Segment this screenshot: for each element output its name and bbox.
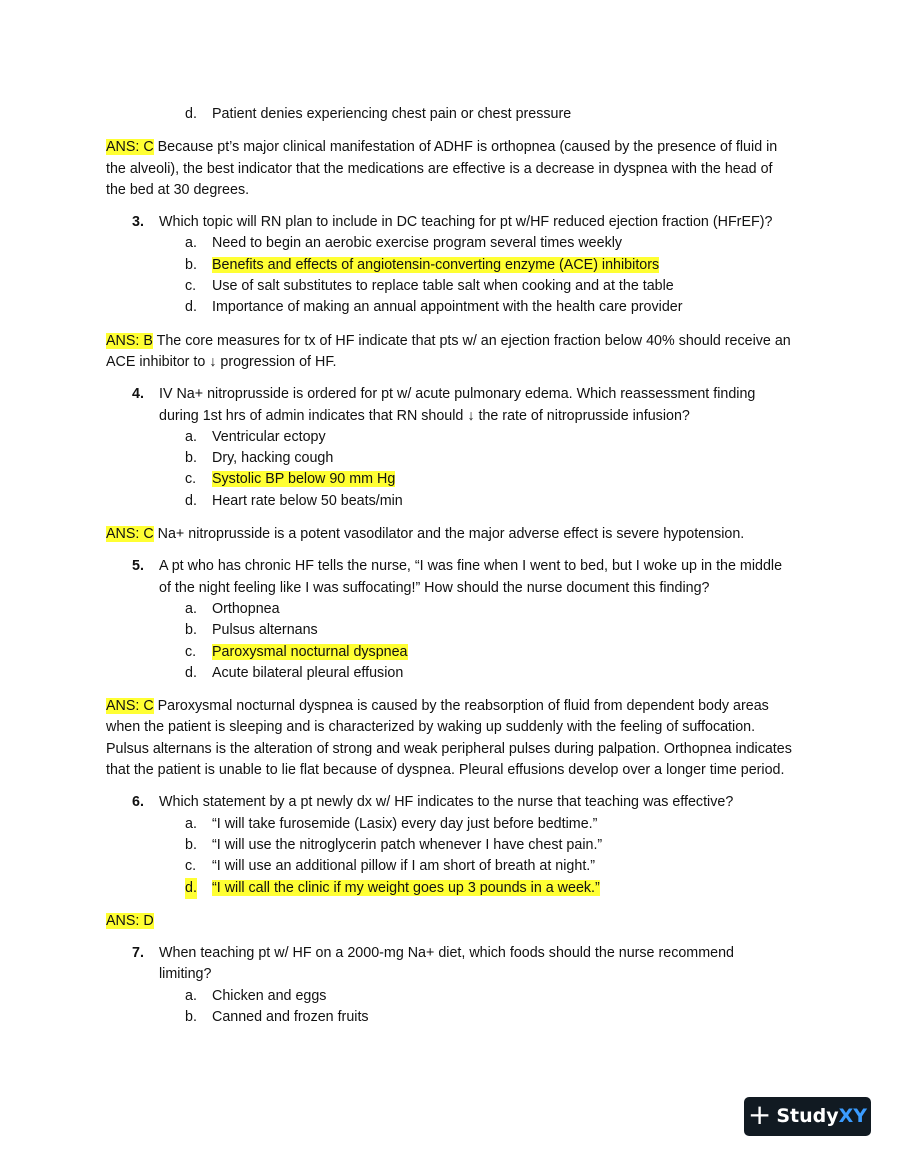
question-number: 7. <box>132 945 144 962</box>
studyxy-logo[interactable] <box>744 1097 871 1136</box>
option-letter: b. <box>185 622 197 639</box>
option-text: “I will use an additional pillow if I am short of breath at night.” <box>212 858 596 875</box>
option-text-correct: Systolic BP below 90 mm Hg <box>212 471 396 488</box>
answer-paragraph <box>106 911 796 932</box>
option-a <box>0 599 900 620</box>
question-text: When teaching pt w/ HF on a 2000-mg Na+ diet, which foods should the nurse recommend limiting? <box>159 945 734 983</box>
option-text: Orthopnea <box>212 600 280 617</box>
options-list <box>0 599 900 684</box>
question-number: 6. <box>132 794 144 811</box>
option-b <box>0 835 900 856</box>
answer-explanation: Na+ nitroprusside is a potent vasodilator and the major adverse effect is severe hypotension. <box>153 526 745 543</box>
option-letter: b. <box>185 836 197 853</box>
option-text-correct: Paroxysmal nocturnal dyspnea <box>212 643 408 660</box>
option-d <box>0 663 900 684</box>
option-d <box>0 297 900 318</box>
option-d <box>0 491 900 512</box>
document-page <box>0 104 900 1028</box>
answer-paragraph <box>106 331 796 374</box>
answer-explanation: The core measures for tx of HF indicate that pts w/ an ejection fraction below 40% should receive an ACE inhibitor to ↓ progression of HF. <box>106 332 791 370</box>
option-d <box>0 878 900 899</box>
question-text: IV Na+ nitroprusside is ordered for pt w/ acute pulmonary edema. Which reassessment finding during 1st hrs of admin indicates that RN should ↓ the rate of nitroprusside infusion? <box>159 386 756 424</box>
answer-paragraph <box>106 524 796 545</box>
logo-text-xy: XY <box>838 1104 868 1127</box>
answer-label: ANS: C <box>106 698 154 715</box>
question-text: Which topic will RN plan to include in DC teaching for pt w/HF reduced ejection fraction (HFrEF)? <box>159 214 773 231</box>
option-b <box>0 1007 900 1028</box>
option-letter: d. <box>185 878 197 899</box>
option-letter: d. <box>185 664 197 681</box>
answer-explanation: Paroxysmal nocturnal dyspnea is caused by the reabsorption of fluid from dependent body areas when the patient is sleeping and is characterized by waking up suddenly with the feeling of suffocation. Pulsus alternans is the alteration of strong and weak peripheral pulses during palpation. Orthopnea indicates that the patient is unable to lie flat because of dyspnea. Pleural effusions develop over a longer time period. <box>106 698 792 779</box>
option-text: Patient denies experiencing chest pain or chest pressure <box>212 106 572 122</box>
option-text: Use of salt substitutes to replace table salt when cooking and at the table <box>212 278 674 295</box>
option-text: Chicken and eggs <box>212 987 327 1004</box>
answer-paragraph <box>106 696 796 781</box>
option-letter: c. <box>185 643 197 660</box>
option-text-correct: Benefits and effects of angiotensin-converting enzyme (ACE) inhibitors <box>212 256 660 273</box>
question-number: 5. <box>132 558 144 575</box>
options-list <box>0 427 900 512</box>
option-letter: b. <box>185 1008 197 1025</box>
option-d <box>0 104 900 125</box>
answer-label: ANS: C <box>106 139 154 156</box>
option-letter: d. <box>185 299 197 316</box>
question-number: 3. <box>132 214 144 231</box>
option-letter: a. <box>185 987 197 1004</box>
question-5 <box>0 556 789 599</box>
option-text: Acute bilateral pleural effusion <box>212 664 404 681</box>
option-text: Importance of making an annual appointment with the health care provider <box>212 299 683 316</box>
option-b <box>0 448 900 469</box>
logo-text-study: Study <box>776 1104 839 1127</box>
option-text: Need to begin an aerobic exercise program several times weekly <box>212 235 623 252</box>
option-letter: d. <box>185 492 197 509</box>
question-text: A pt who has chronic HF tells the nurse, “I was fine when I went to bed, but I woke up in the middle of the night feeling like I was suffocating!” How should the nurse document this finding? <box>159 558 783 596</box>
answer-label: ANS: B <box>106 332 153 349</box>
question-7 <box>0 943 789 986</box>
option-text: Ventricular ectopy <box>212 428 326 445</box>
option-text-correct: “I will call the clinic if my weight goes up 3 pounds in a week.” <box>212 879 600 896</box>
option-letter: d. <box>185 106 197 122</box>
option-letter: c. <box>185 278 197 295</box>
option-c <box>0 642 900 663</box>
options-list <box>0 233 900 318</box>
prev-options <box>0 104 900 125</box>
option-letter: a. <box>185 815 197 832</box>
option-b <box>0 255 900 276</box>
option-letter: a. <box>185 235 197 252</box>
option-text: Canned and frozen fruits <box>212 1008 369 1025</box>
answer-label: ANS: D <box>106 912 154 929</box>
question-6 <box>0 792 789 813</box>
option-letter: c. <box>185 858 197 875</box>
option-a <box>0 427 900 448</box>
option-letter: c. <box>185 471 197 488</box>
option-text: Heart rate below 50 beats/min <box>212 492 403 509</box>
option-a <box>0 814 900 835</box>
option-c <box>0 856 900 877</box>
option-a <box>0 986 900 1007</box>
option-a <box>0 233 900 254</box>
option-text: Pulsus alternans <box>212 622 318 639</box>
answer-explanation: Because pt’s major clinical manifestation of ADHF is orthopnea (caused by the presence of fluid in the alveoli), the best indicator that the medications are effective is a decrease in dyspnea with the head of the bed at 30 degrees. <box>106 139 778 198</box>
option-text: “I will use the nitroglycerin patch whenever I have chest pain.” <box>212 836 603 853</box>
question-text: Which statement by a pt newly dx w/ HF indicates to the nurse that teaching was effective? <box>159 794 734 811</box>
answer-paragraph <box>106 137 796 201</box>
option-text: Dry, hacking cough <box>212 450 334 467</box>
option-c <box>0 469 900 490</box>
question-3 <box>0 212 789 233</box>
option-letter: a. <box>185 428 197 445</box>
option-letter: b. <box>185 256 197 273</box>
options-list <box>0 986 900 1029</box>
option-c <box>0 276 900 297</box>
options-list <box>0 814 900 899</box>
question-number: 4. <box>132 386 144 403</box>
answer-label: ANS: C <box>106 526 154 543</box>
option-text: “I will take furosemide (Lasix) every day just before bedtime.” <box>212 815 598 832</box>
option-letter: a. <box>185 600 197 617</box>
question-4 <box>0 384 789 427</box>
option-b <box>0 620 900 641</box>
plus-icon: + <box>747 1098 772 1131</box>
option-letter: b. <box>185 450 197 467</box>
